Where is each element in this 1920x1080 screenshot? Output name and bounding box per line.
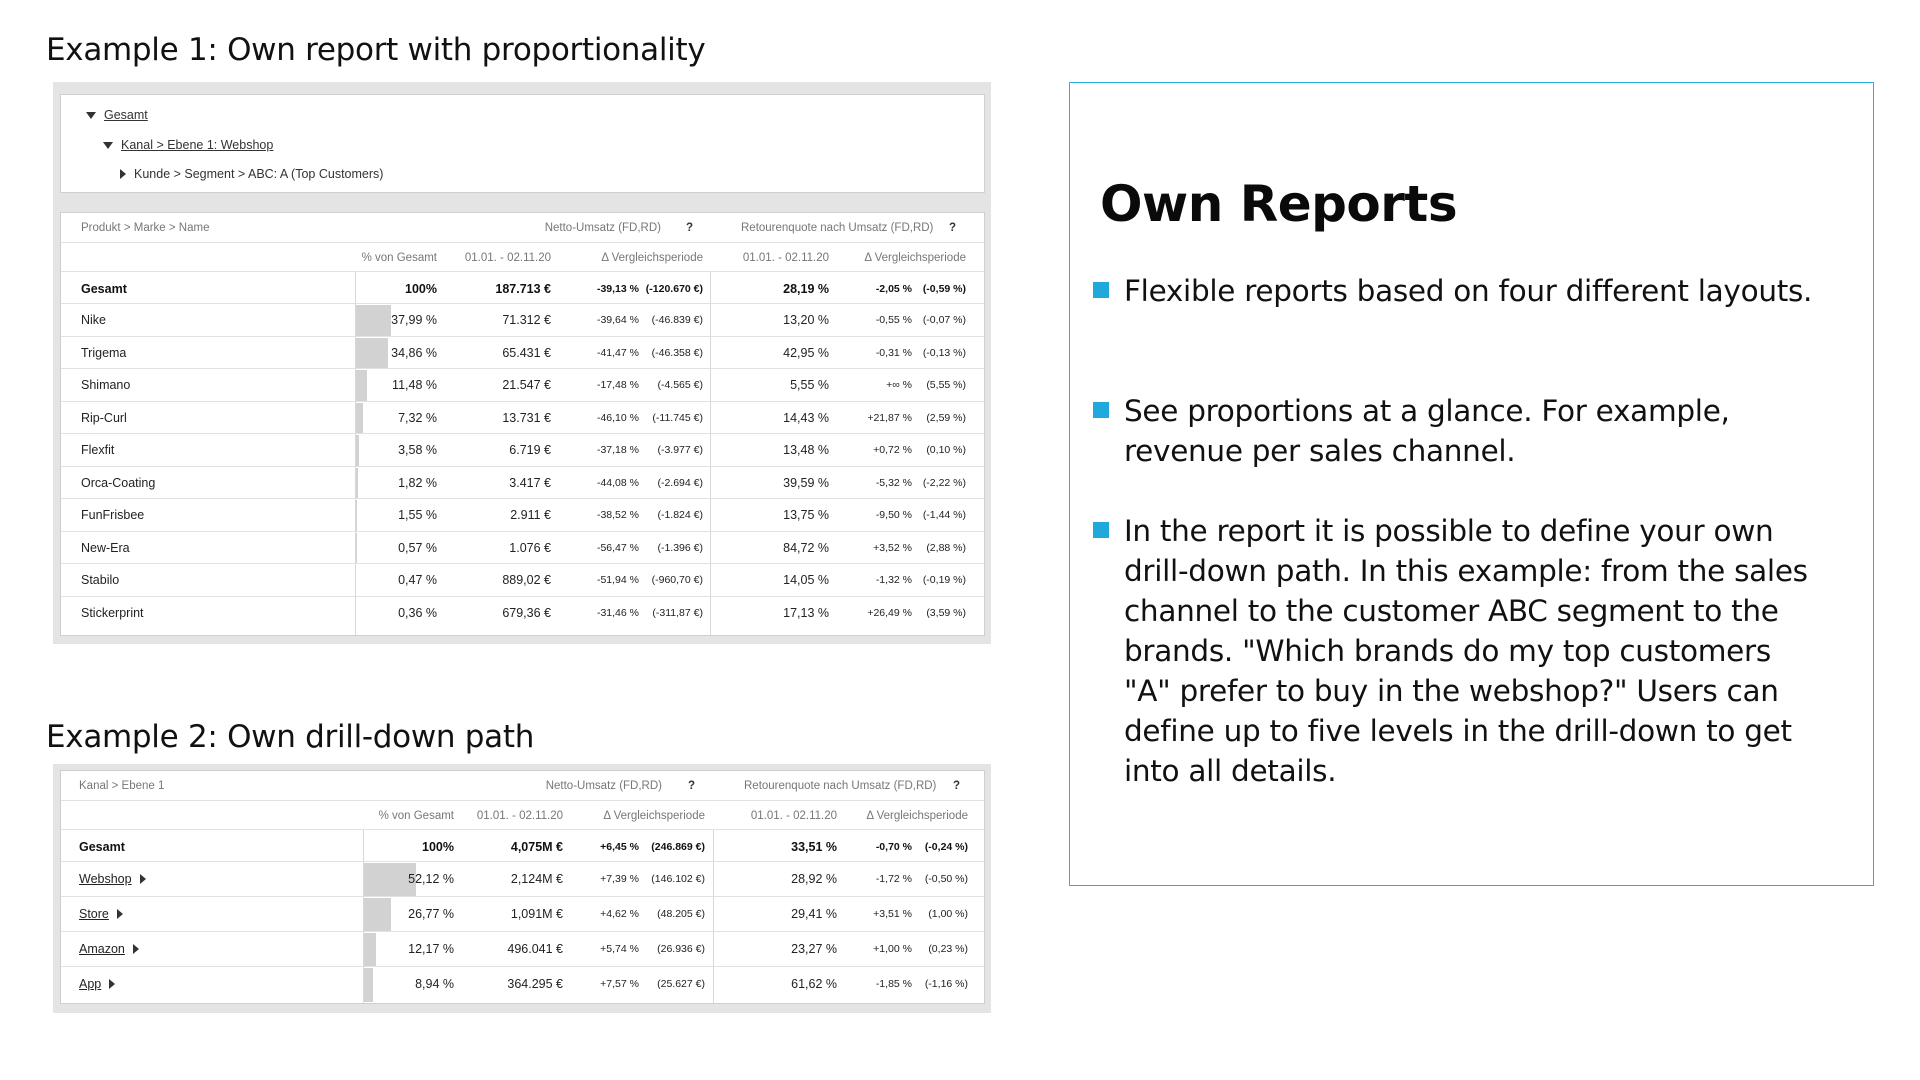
row-share: 0,57 % (398, 540, 437, 555)
expand-arrow-icon[interactable] (117, 909, 123, 919)
example1-title: Example 1: Own report with proportionality (46, 32, 706, 68)
tree-node-label[interactable]: Kunde > Segment > ABC: A (Top Customers) (134, 167, 384, 181)
row-rq-delta-abs: (-0,24 %) (924, 841, 968, 853)
row-delta-abs: (26.936 €) (657, 943, 705, 955)
help-icon[interactable]: ? (953, 780, 961, 792)
tree-node-kunde[interactable] (120, 167, 383, 181)
expand-arrow-icon[interactable] (133, 944, 139, 954)
row-share: 1,55 % (398, 508, 437, 522)
row-delta-pct: -46,10 % (596, 411, 639, 424)
share-bar (364, 933, 376, 967)
row-delta-abs: (48.205 €) (657, 908, 705, 920)
row-rq: 14,05 % (783, 573, 829, 587)
row-rq: 13,48 % (783, 443, 829, 457)
info-bullet-1 (1124, 271, 1824, 311)
row-value: 4,075M € (510, 840, 563, 854)
drilldown-tree-panel (60, 94, 985, 193)
row-delta-abs: (-960,70 €) (651, 574, 703, 586)
row-name[interactable]: Store (79, 907, 109, 921)
row-rq-delta: -0,70 % (875, 841, 912, 853)
row-name: Orca-Coating (81, 475, 156, 490)
table-row[interactable] (61, 896, 984, 932)
row-rq-delta-abs: (2,59 %) (926, 411, 966, 424)
row-rq-delta-abs: (0,23 %) (928, 943, 968, 955)
row-name: Gesamt (81, 282, 127, 296)
row-name: FunFrisbee (81, 508, 145, 522)
row-rq-delta: -0,55 % (875, 314, 912, 326)
row-rq-delta: +3,51 % (873, 908, 912, 920)
row-share: 100% (405, 282, 437, 296)
bullet-square-icon (1093, 282, 1109, 298)
row-share: 3,58 % (398, 443, 437, 457)
row-rq: 5,55 % (790, 378, 829, 392)
row-share: 26,77 % (408, 907, 454, 921)
help-icon[interactable]: ? (688, 780, 696, 792)
share-bar (356, 468, 358, 500)
share-bar (364, 968, 373, 1002)
collapsed-triangle-icon[interactable] (120, 169, 126, 179)
table-row (61, 466, 984, 500)
bullet-square-icon (1093, 402, 1109, 418)
row-rq-delta-abs: (-0,19 %) (922, 574, 966, 586)
row-share: 12,17 % (408, 942, 454, 956)
info-box (1069, 82, 1874, 886)
help-icon[interactable]: ? (949, 222, 957, 234)
row-value: 1.076 € (509, 540, 551, 555)
row-value: 2.911 € (510, 508, 551, 522)
row-name[interactable]: App (79, 977, 102, 991)
metric2-header[interactable]: Retourenquote nach Umsatz (FD,RD) (741, 222, 934, 234)
tree-node-kanal[interactable] (103, 138, 273, 152)
table-row (61, 401, 984, 435)
row-name[interactable]: Webshop (79, 872, 132, 886)
row-name: Flexfit (81, 443, 115, 457)
row-name: Rip-Curl (81, 410, 127, 425)
row-link[interactable] (79, 977, 115, 991)
row-name: New-Era (81, 540, 130, 555)
row-rq: 13,75 % (783, 508, 829, 522)
table-row (61, 531, 984, 565)
row-rq: 33,51 % (791, 840, 837, 854)
report-table-1 (60, 212, 985, 636)
row-value: 889,02 € (502, 573, 551, 587)
share-bar (356, 500, 357, 532)
table-row (61, 498, 984, 532)
share-header[interactable]: % von Gesamt (361, 252, 437, 264)
row-rq-delta: -9,50 % (875, 509, 912, 521)
row-share: 100% (422, 840, 454, 854)
row-rq: 28,19 % (783, 282, 829, 296)
row-delta-abs: (-120.670 €) (645, 283, 703, 295)
row-rq-delta-abs: (5,55 %) (926, 379, 966, 391)
row-delta-pct: +7,39 % (600, 873, 639, 885)
row-rq-delta-abs: (0,10 %) (926, 444, 966, 456)
row-rq-delta-abs: (1,00 %) (928, 908, 968, 920)
table-row (61, 368, 984, 402)
bullet-text: In the report it is possible to define your own drill-down path. In this example: from the sales channel to the customer ABC segment to the brands. "Which brands do my top customers "A" prefer to buy in the webshop?" Users can define up to five levels in the drill-down to get into all details. (1124, 514, 1808, 788)
row-name: Nike (81, 313, 107, 327)
row-rq: 39,59 % (783, 475, 829, 490)
row-rq-delta-abs: (-0,13 %) (922, 346, 966, 359)
row-value: 1,091M € (510, 907, 563, 921)
row-rq-delta-abs: (-1,16 %) (924, 978, 968, 990)
row-rq-delta-abs: (-0,07 %) (922, 314, 966, 326)
bullet-text: See proportions at a glance. For example, revenue per sales channel. (1124, 394, 1730, 468)
row-rq: 14,43 % (783, 410, 829, 425)
row-value: 6.719 € (509, 443, 551, 457)
row-name: Trigema (81, 345, 127, 360)
row-value: 496.041 € (507, 942, 563, 956)
row-delta-pct: +7,57 % (600, 978, 639, 990)
row-rq: 61,62 % (791, 977, 837, 991)
metric1-header[interactable]: Netto-Umsatz (FD,RD) (545, 780, 662, 792)
total-row (61, 829, 984, 862)
row-delta-pct: -39,64 % (596, 314, 639, 326)
row-delta-pct: -51,94 % (596, 574, 639, 586)
info-bullet-3 (1124, 511, 1824, 791)
row-share: 0,36 % (398, 605, 437, 620)
expanded-triangle-icon[interactable] (86, 112, 96, 119)
row-share: 1,82 % (398, 475, 437, 490)
example2-title: Example 2: Own drill-down path (46, 719, 535, 755)
row-name: Gesamt (79, 840, 125, 854)
row-rq-delta: -0,31 % (875, 346, 912, 359)
share-header[interactable]: % von Gesamt (378, 810, 454, 822)
row-value: 71.312 € (502, 313, 551, 327)
row-link[interactable] (79, 942, 139, 956)
row-share: 52,12 % (408, 872, 454, 886)
table-row[interactable] (61, 966, 984, 1002)
share-bar (356, 403, 363, 435)
row-name: Stabilo (81, 573, 120, 587)
table-row (61, 563, 984, 597)
row-rq-delta-abs: (-0,59 %) (922, 283, 966, 295)
table-row (61, 596, 984, 630)
row-rq-delta-abs: (-1,44 %) (922, 509, 966, 521)
share-bar (356, 370, 367, 402)
row-delta-abs: (-4.565 €) (657, 379, 703, 391)
row-delta-pct: -38,52 % (596, 509, 639, 521)
compare-header[interactable]: Δ Vergleichsperiode (864, 252, 966, 264)
row-delta-abs: (25.627 €) (657, 978, 705, 990)
info-title: Own Reports (1100, 175, 1458, 233)
row-rq-delta: -1,85 % (875, 978, 912, 990)
row-rq-delta: -1,32 % (875, 574, 912, 586)
share-bar (356, 305, 391, 337)
period-header[interactable]: 01.01. - 02.11.20 (464, 252, 551, 264)
row-delta-pct: -44,08 % (596, 476, 639, 489)
period-header[interactable]: 01.01. - 02.11.20 (476, 810, 563, 822)
row-delta-pct: -31,46 % (596, 606, 639, 619)
row-delta-abs: (-3.977 €) (657, 444, 703, 456)
dimension-header[interactable]: Kanal > Ebene 1 (79, 780, 165, 792)
row-link[interactable] (79, 907, 123, 921)
row-rq-delta: -5,32 % (875, 476, 912, 489)
row-delta-pct: -37,18 % (596, 444, 639, 456)
compare-header[interactable]: Δ Vergleichsperiode (601, 252, 703, 264)
row-delta-abs: (-1.396 €) (657, 541, 703, 554)
help-icon[interactable]: ? (686, 222, 694, 234)
row-share: 7,32 % (398, 410, 437, 425)
row-delta-pct: +5,74 % (600, 943, 639, 955)
row-name[interactable]: Amazon (79, 942, 125, 956)
row-share: 34,86 % (391, 345, 437, 360)
row-delta-pct: -17,48 % (596, 379, 639, 391)
compare-header[interactable]: Δ Vergleichsperiode (866, 810, 968, 822)
row-rq-delta: -1,72 % (875, 873, 912, 885)
tree-node-label[interactable]: Kanal > Ebene 1: Webshop (121, 138, 274, 152)
row-rq: 17,13 % (783, 605, 829, 620)
tree-node-gesamt[interactable] (86, 108, 148, 122)
row-rq-delta: -2,05 % (875, 283, 912, 295)
row-delta-abs: (-1.824 €) (657, 509, 703, 521)
row-value: 3.417 € (509, 475, 551, 490)
row-share: 37,99 % (391, 313, 437, 327)
row-delta-abs: (-311,87 €) (652, 606, 703, 619)
bullet-square-icon (1093, 522, 1109, 538)
row-rq-delta: +∞ % (886, 379, 912, 391)
row-rq-delta-abs: (3,59 %) (926, 606, 966, 619)
table-row (61, 303, 984, 337)
row-delta-pct: +4,62 % (600, 908, 639, 920)
bullet-text: Flexible reports based on four different layouts. (1124, 274, 1813, 308)
row-share: 8,94 % (415, 977, 454, 991)
dimension-header[interactable]: Produkt > Marke > Name (81, 222, 210, 234)
expanded-triangle-icon[interactable] (103, 142, 113, 149)
tree-node-label[interactable]: Gesamt (104, 108, 148, 122)
row-rq: 28,92 % (791, 872, 837, 886)
report-table-2 (60, 770, 985, 1004)
row-rq-delta: +3,52 % (873, 541, 912, 554)
row-delta-pct: -41,47 % (596, 346, 639, 359)
share-bar (356, 338, 388, 370)
row-rq: 84,72 % (783, 540, 829, 555)
row-value: 364.295 € (507, 977, 563, 991)
table-row[interactable] (61, 931, 984, 967)
row-rq-delta-abs: (-2,22 %) (922, 476, 966, 489)
period-header[interactable]: 01.01. - 02.11.20 (750, 810, 837, 822)
row-delta-pct: -39,13 % (596, 283, 639, 295)
row-rq-delta-abs: (-0,50 %) (924, 873, 968, 885)
share-bar (364, 898, 391, 932)
period-header[interactable]: 01.01. - 02.11.20 (742, 252, 829, 264)
row-value: 679,36 € (502, 605, 551, 620)
row-delta-abs: (246.869 €) (651, 841, 705, 853)
row-name: Shimano (81, 378, 131, 392)
row-delta-abs: (-11.745 €) (652, 411, 703, 424)
table-row (61, 433, 984, 467)
row-rq-delta: +26,49 % (867, 606, 912, 619)
row-value: 187.713 € (495, 282, 551, 296)
total-row (61, 271, 984, 304)
row-rq: 42,95 % (783, 345, 829, 360)
row-value: 13.731 € (502, 410, 551, 425)
row-delta-abs: (146.102 €) (651, 873, 705, 885)
row-delta-abs: (-2.694 €) (657, 476, 703, 489)
expand-arrow-icon[interactable] (140, 874, 146, 884)
info-bullet-2 (1124, 391, 1824, 471)
table-row[interactable] (61, 861, 984, 897)
row-rq-delta: +1,00 % (873, 943, 912, 955)
row-share: 11,48 % (392, 378, 437, 392)
row-name: Stickerprint (81, 605, 144, 620)
metric1-header[interactable]: Netto-Umsatz (FD,RD) (544, 222, 661, 234)
row-value: 65.431 € (502, 345, 551, 360)
row-value: 2,124M € (510, 872, 563, 886)
row-rq: 13,20 % (783, 313, 829, 327)
row-delta-pct: -56,47 % (596, 541, 639, 554)
row-rq: 29,41 % (791, 907, 837, 921)
row-rq: 23,27 % (791, 942, 837, 956)
row-rq-delta: +21,87 % (867, 411, 912, 424)
metric2-header[interactable]: Retourenquote nach Umsatz (FD,RD) (744, 780, 937, 792)
share-bar (356, 435, 359, 467)
expand-arrow-icon[interactable] (109, 979, 115, 989)
row-delta-pct: +6,45 % (600, 841, 639, 853)
row-link[interactable] (79, 872, 146, 886)
row-rq-delta-abs: (2,88 %) (926, 541, 966, 554)
row-delta-abs: (-46.358 €) (651, 346, 703, 359)
table-row (61, 336, 984, 370)
share-bar (356, 533, 357, 565)
row-delta-abs: (-46.839 €) (651, 314, 703, 326)
row-value: 21.547 € (502, 378, 551, 392)
row-rq-delta: +0,72 % (873, 444, 912, 456)
row-share: 0,47 % (398, 573, 437, 587)
compare-header[interactable]: Δ Vergleichsperiode (603, 810, 705, 822)
